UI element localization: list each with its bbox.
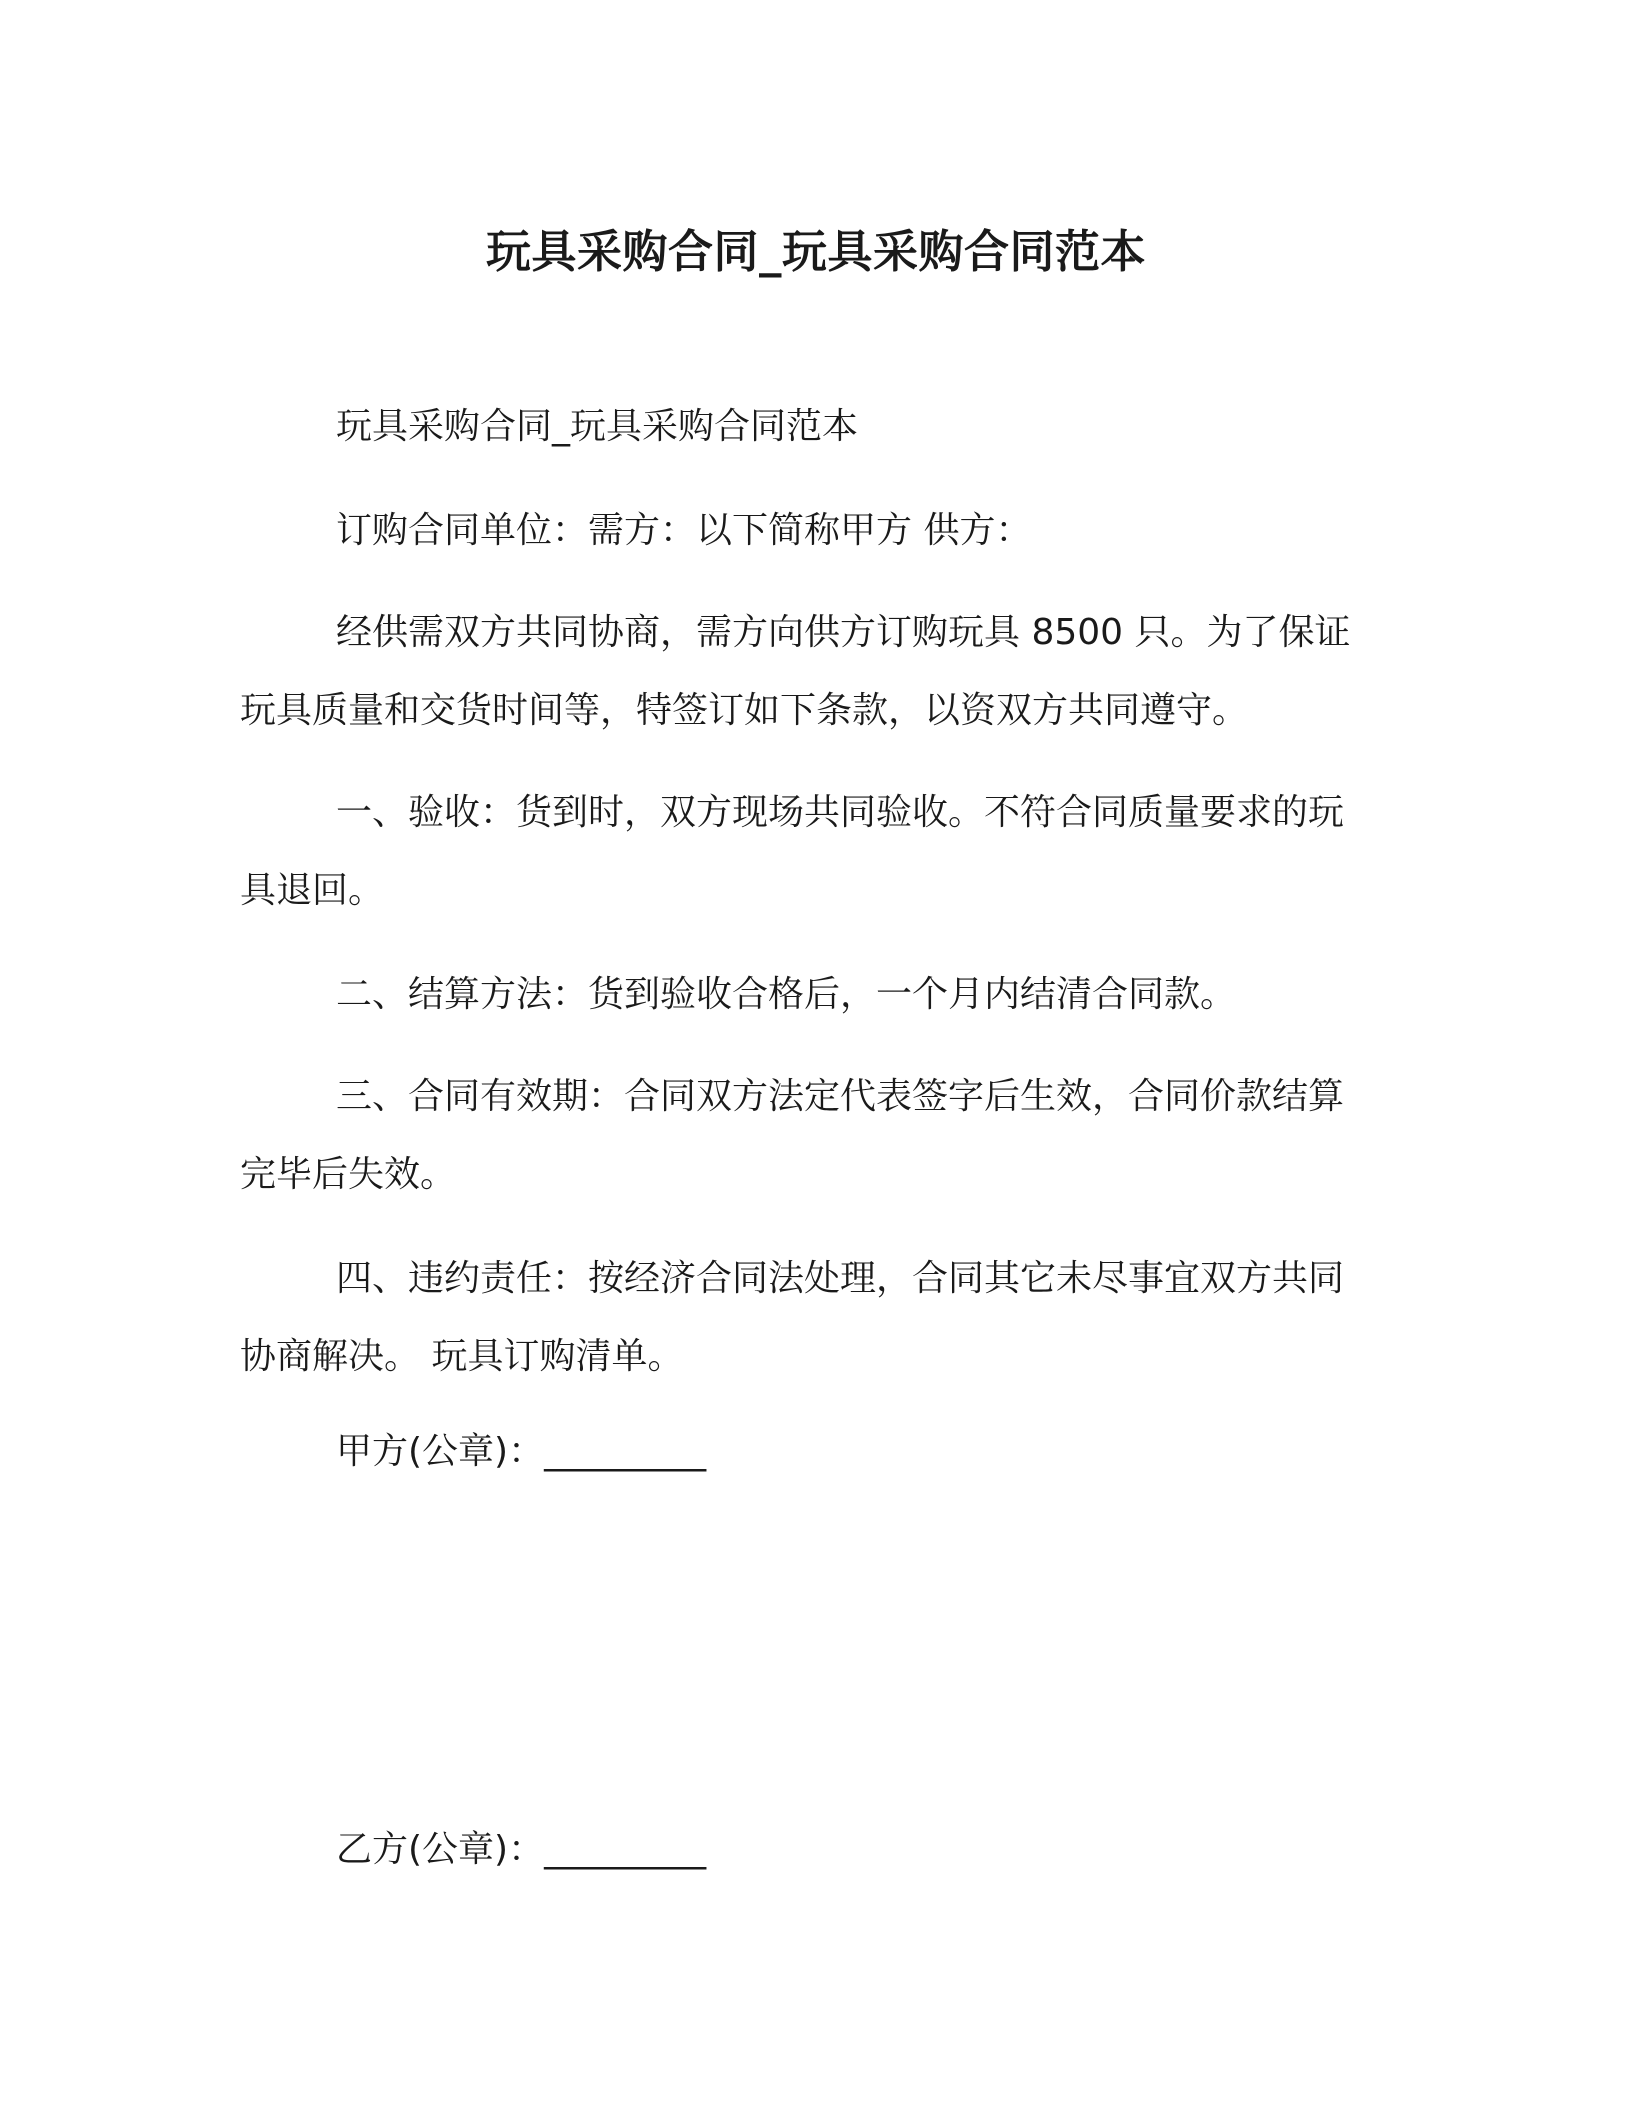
clause-liability-paragraph: 四、违约责任：按经济合同法处理，合同其它未尽事宜双方共同协商解决。 玩具订购清单。: [240, 1258, 1345, 1377]
clause-acceptance-paragraph: 一、验收：货到时，双方现场共同验收。不符合同质量要求的玩具退回。: [240, 792, 1345, 911]
contract-parties-paragraph: 订购合同单位：需方：以下简称甲方 供方：: [336, 510, 1032, 551]
page-title: 玩具采购合同_玩具采购合同范本: [485, 225, 1146, 278]
party-b-signature: 乙方(公章)：_________: [336, 1829, 707, 1870]
doc-subtitle-paragraph: 玩具采购合同_玩具采购合同范本: [336, 406, 859, 447]
party-a-signature: 甲方(公章)：_________: [336, 1431, 707, 1472]
order-terms-paragraph: 经供需双方共同协商，需方向供方订购玩具 8500 只。为了保证玩具质量和交货时间等，特签订如下条款，以资双方共同遵守。: [240, 612, 1351, 731]
clause-validity-paragraph: 三、合同有效期：合同双方法定代表签字后生效，合同价款结算完毕后失效。: [240, 1076, 1345, 1195]
clause-settlement-paragraph: 二、结算方法：货到验收合格后，一个月内结清合同款。: [336, 974, 1237, 1015]
